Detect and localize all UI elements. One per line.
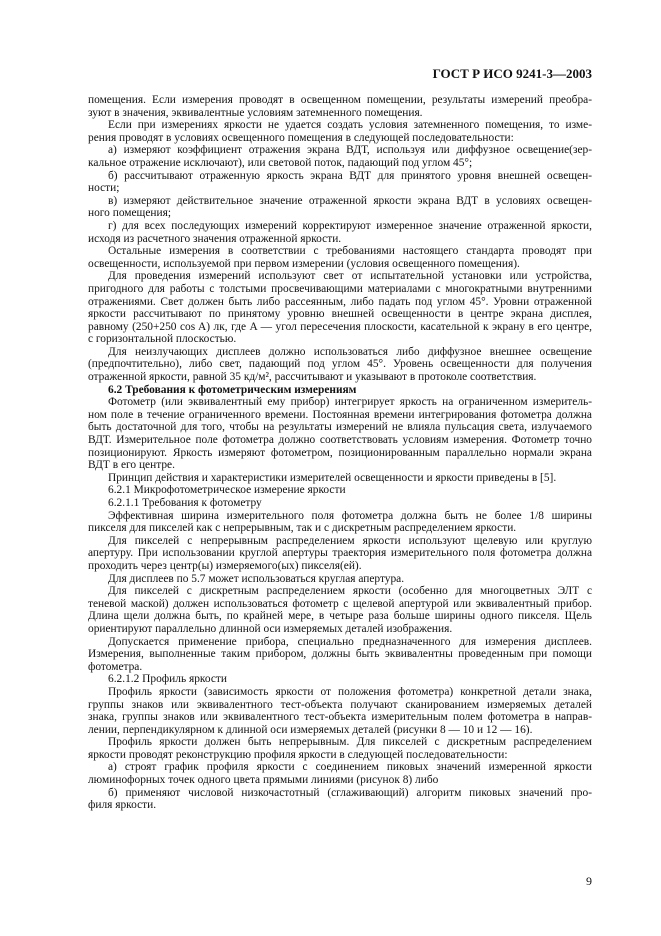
text-line: Для проведения измерений используют свет от испытательной установки или устройства, (108, 270, 592, 283)
paragraph (88, 484, 592, 497)
text-line: теневой маской) должен использоваться фотометр с щелевой апертурой или эквивалентный прибор. (88, 597, 592, 610)
text-line: лении, перпендикулярном к длинной оси измеряемых деталей (рисунки 8 — 10 и 12 — 16). (88, 723, 533, 736)
text-line: кальное отражение исключают), или световой поток, падающий под углом 45°; (88, 156, 473, 169)
paragraph (88, 761, 592, 786)
text-line: исходя из расчетного значения отраженной яркости. (88, 232, 342, 245)
paragraph (88, 195, 592, 220)
text-line: Профиль яркости должен быть непрерывным. Для пикселей с дискретным распределением (108, 736, 592, 749)
text-line: Профиль яркости (зависимость яркости от положения фотометра) конкретной детали знака, (108, 685, 592, 698)
text-line: б) рассчитывают отраженную яркость экрана ВДТ для принятого уровня внешней освещен- (108, 169, 592, 182)
text-line: Допускается применение прибора, специально предназначенного для измерения дисплеев. (108, 635, 592, 648)
text-line: Длина щели должна быть, по крайней мере, в четыре раза больше ширины одного пикселя. Щель (88, 610, 592, 623)
text-line: 6.2.1 Микрофотометрическое измерение яркости (108, 484, 346, 497)
text-line: с горизонтальной плоскостью. (88, 333, 237, 346)
text-line: отражениями. Свет должен быть либо рассеянным, либо падать под углом 45°. Уровни отраженной (88, 295, 592, 308)
paragraph (88, 673, 592, 686)
text-line: Для неизлучающих дисплеев должно использоваться либо диффузное внешнее освещение (108, 345, 592, 358)
paragraph (88, 245, 592, 270)
text-line: знака, группы знаков или эквивалентного тест-объекта измерительным полем фотометра в направ- (88, 711, 592, 724)
paragraph (88, 220, 592, 245)
text-line: Если при измерениях яркости не удается создать условия затемненного помещения, то изме- (108, 119, 592, 132)
text-line: б) применяют числовой низкочастотный (сглаживающий) алгоритм пиковых значений про- (108, 786, 592, 799)
text-line: ВДТ в его центре. (88, 459, 175, 472)
text-line: рения проводят в условиях освещенного помещения в следующей последовательности: (88, 131, 514, 144)
text-line: пикселя для пикселей как с непрерывным, так и с дискретным распределением яркости. (88, 522, 517, 535)
text-line: ного помещения; (88, 207, 171, 220)
text-line: помещения. Если измерения проводят в освещенном помещении, результаты измерений преобра- (88, 94, 592, 106)
text-line: (предпочтительно), либо свет, падающий под углом 45°. Уровень освещенности для получения (88, 358, 592, 371)
paragraph (88, 472, 592, 485)
text-line: ориентируют параллельно длинной оси измеряемых деталей изображения. (88, 622, 453, 635)
page-number: 9 (586, 874, 592, 888)
text-line: пригодного для работы с толстыми просвечивающими материалами с многократными внутренними (88, 282, 592, 295)
text-line: Для дисплеев по 5.7 может использоваться круглая апертура. (108, 572, 405, 585)
text-line: филя яркости. (88, 799, 157, 812)
text-line: г) для всех последующих измерений корректируют измеренное значение отраженной яркости, (108, 219, 592, 232)
text-line: Остальные измерения в соответствии с требованиями настоящего стандарта проводят при (108, 245, 592, 258)
paragraph (88, 270, 592, 346)
text-line: Измерения, выполненные таким прибором, должны быть эквивалентны проведенным при помощи (88, 648, 592, 661)
text-line: Для пикселей с непрерывным распределением яркости используют щелевую или круглую (108, 534, 592, 547)
paragraph (88, 346, 592, 384)
text-line: Эффективная ширина измерительного поля фотометра должна быть не более 1/8 ширины (108, 509, 592, 522)
text-line: яркости проводят реконструкцию профиля яркости в следующей последовательности: (88, 748, 508, 761)
text-line: группы знаков или эквивалентного тест-объекта получают сканированием измеряемых деталей (88, 698, 592, 711)
text-line: позиционируют. Яркость измеряют фотометром, позиционированным параллельно нормали экрана (88, 446, 592, 459)
text-line: отраженной яркости, равной 35 кд/м², рассчитывают и указывают в протоколе соответствия. (88, 371, 537, 384)
text-line: ВДТ. Измерительное поле фотометра должно соответствовать условиям измерения. Фотометр точно (88, 434, 592, 447)
text-line: Для пикселей с дискретным распределением яркости (особенно для многоцветных ЭЛТ с (108, 585, 592, 598)
paragraph (88, 736, 592, 761)
paragraph (88, 686, 592, 736)
text-line: 6.2 Требования к фотометрическим измерениям (108, 383, 357, 396)
paragraph (88, 636, 592, 674)
text-line: 6.2.1.2 Профиль яркости (108, 673, 227, 686)
document-header: ГОСТ Р ИСО 9241-3—2003 (432, 66, 592, 81)
paragraph (88, 170, 592, 195)
paragraph (88, 510, 592, 535)
text-line: Фотометр (или эквивалентный ему прибор) интегрирует яркость на ограниченном измеритель- (108, 396, 592, 409)
text-line: в) измеряют действительное значение отраженной яркости экрана ВДТ в условиях освещен- (108, 194, 592, 207)
text-line: а) измеряют коэффициент отражения экрана ВДТ, используя или диффузное освещение(зер- (108, 144, 592, 157)
section-heading (88, 384, 592, 397)
document-body (88, 94, 592, 812)
paragraph (88, 535, 592, 573)
text-line: освещенности, используемой при первом измерении (условия освещенного помещения). (88, 257, 520, 270)
text-line: 6.2.1.1 Требования к фотометру (108, 497, 262, 509)
text-line: проходить через центр(ы) измеряемого(ых) пикселя(ей). (88, 559, 362, 572)
text-line: равному (250+250 cos A) лк, где A — угол пересечения плоскости, касательной к экрану в его центре, (88, 320, 592, 333)
paragraph (88, 144, 592, 169)
text-line: яркости рассчитывают по принятому уровню внешней освещенности в центре экрана дисплея, (88, 308, 592, 321)
paragraph (88, 396, 592, 472)
paragraph (88, 787, 592, 812)
text-line: ности; (88, 182, 120, 195)
paragraph (88, 573, 592, 586)
paragraph (88, 94, 592, 119)
text-line: ном поле в течение ограниченного времени. Постоянная времени интегрирования фотометра должна (88, 408, 592, 421)
text-line: фотометра. (88, 660, 143, 673)
text-line: быть достаточной для того, чтобы на результаты измерений не влияла пульсация света, излучаемого (88, 421, 592, 434)
paragraph (88, 119, 592, 144)
text-line: Принцип действия и характеристики измерителей освещенности и яркости приведены в [5]. (108, 471, 557, 484)
text-line: апертуру. При использовании круглой апертуры траектория измерительного поля фотометра должна (88, 547, 592, 560)
text-line: а) строят график профиля яркости с соединением пиковых значений измеренной яркости (108, 761, 592, 774)
paragraph (88, 497, 592, 510)
paragraph (88, 585, 592, 635)
text-line: люминофорных точек одного цвета прямыми линиями (рисунок 8) либо (88, 774, 439, 787)
text-line: зуют в значения, эквивалентные условиям затемненного помещения. (88, 106, 423, 119)
